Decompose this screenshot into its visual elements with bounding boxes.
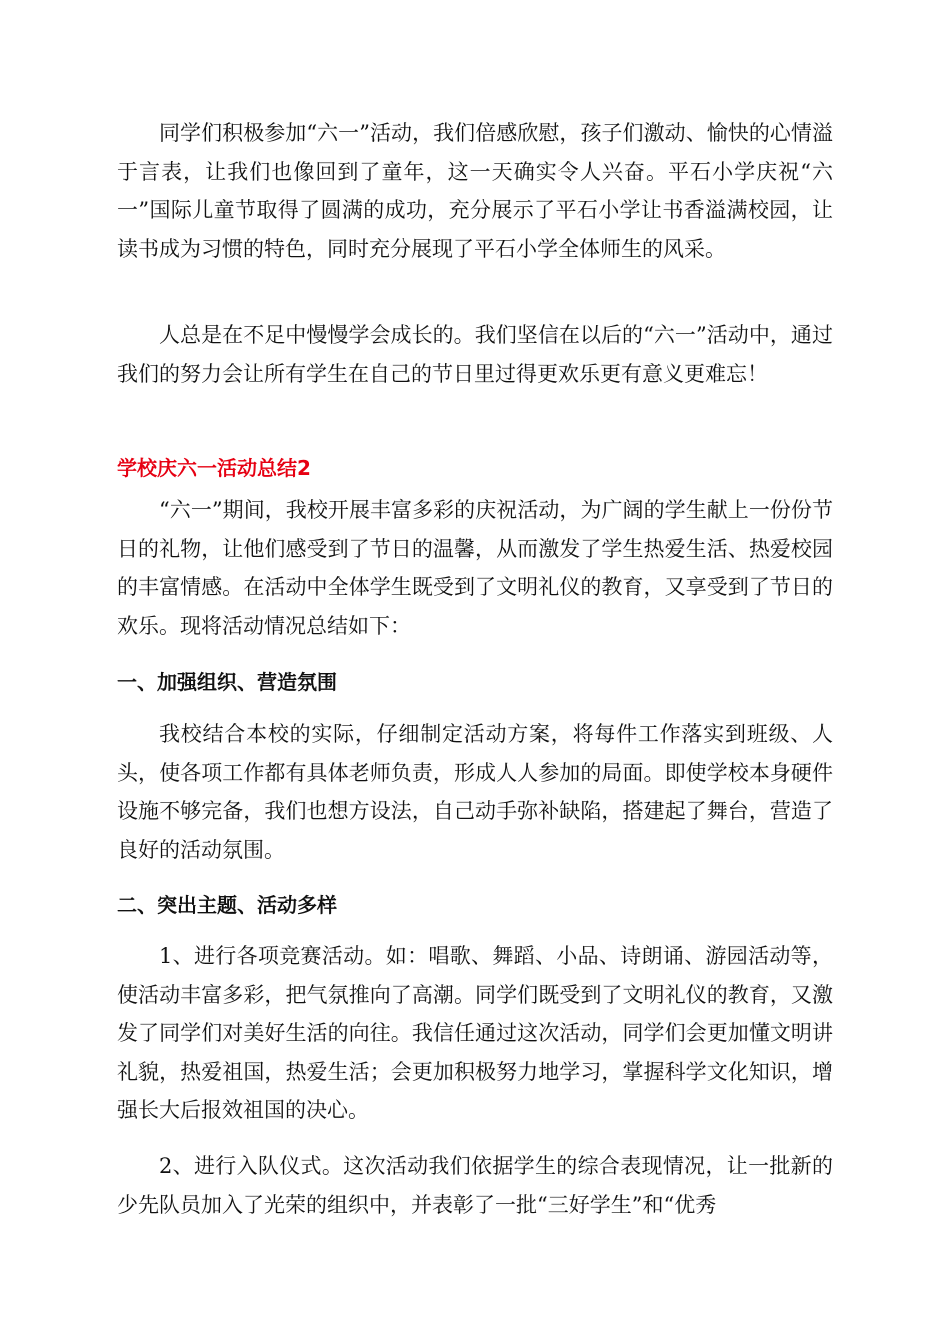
heading-theme: 二、突出主题、活动多样 xyxy=(117,893,337,917)
paragraph-growth: 人总是在不足中慢慢学会成长的。我们坚信在以后的“六一”活动中，通过我们的努力会让所有学生在自己的节日里过得更欢乐更有意义更难忘！ xyxy=(117,323,833,386)
paragraph-competitions: 1、进行各项竞赛活动。如：唱歌、舞蹈、小品、诗朗诵、游园活动等，使活动丰富多彩，把气氛推向了高潮。同学们既受到了文明礼仪的教育，又激发了同学们对美好生活的向往。我信任通过这次活动，同学们会更加懂文明讲礼貌，热爱祖国，热爱生活；会更加积极努力地学习，掌握科学文化知识，增强长大后报效祖国的决心。 xyxy=(117,944,833,1122)
heading-organization: 一、加强组织、营造氛围 xyxy=(117,670,337,694)
section-title: 学校庆六一活动总结2 xyxy=(117,456,311,480)
paragraph-induction: 2、进行入队仪式。这次活动我们依据学生的综合表现情况，让一批新的少先队员加入了光荣的组织中，并表彰了一批“三好学生”和“优秀 xyxy=(117,1154,833,1217)
paragraph-intro: “六一”期间，我校开展丰富多彩的庆祝活动，为广阔的学生献上一份份节日的礼物，让他们感受到了节日的温馨，从而激发了学生热爱生活、热爱校园的丰富情感。在活动中全体学生既受到了文明礼仪的教育，又享受到了节日的欢乐。现将活动情况总结如下： xyxy=(117,498,833,638)
paragraph-celebration-success: 同学们积极参加“六一”活动，我们倍感欣慰，孩子们激动、愉快的心情溢于言表，让我们也像回到了童年，这一天确实令人兴奋。平石小学庆祝“六一”国际儿童节取得了圆满的成功，充分展示了平石小学让书香溢满校园，让读书成为习惯的特色，同时充分展现了平石小学全体师生的风采。 xyxy=(117,121,833,261)
paragraph-organization: 我校结合本校的实际，仔细制定活动方案，将每件工作落实到班级、人头，使各项工作都有具体老师负责，形成人人参加的局面。即使学校本身硬件设施不够完备，我们也想方设法，自己动手弥补缺陷，搭建起了舞台，营造了良好的活动氛围。 xyxy=(117,722,833,862)
